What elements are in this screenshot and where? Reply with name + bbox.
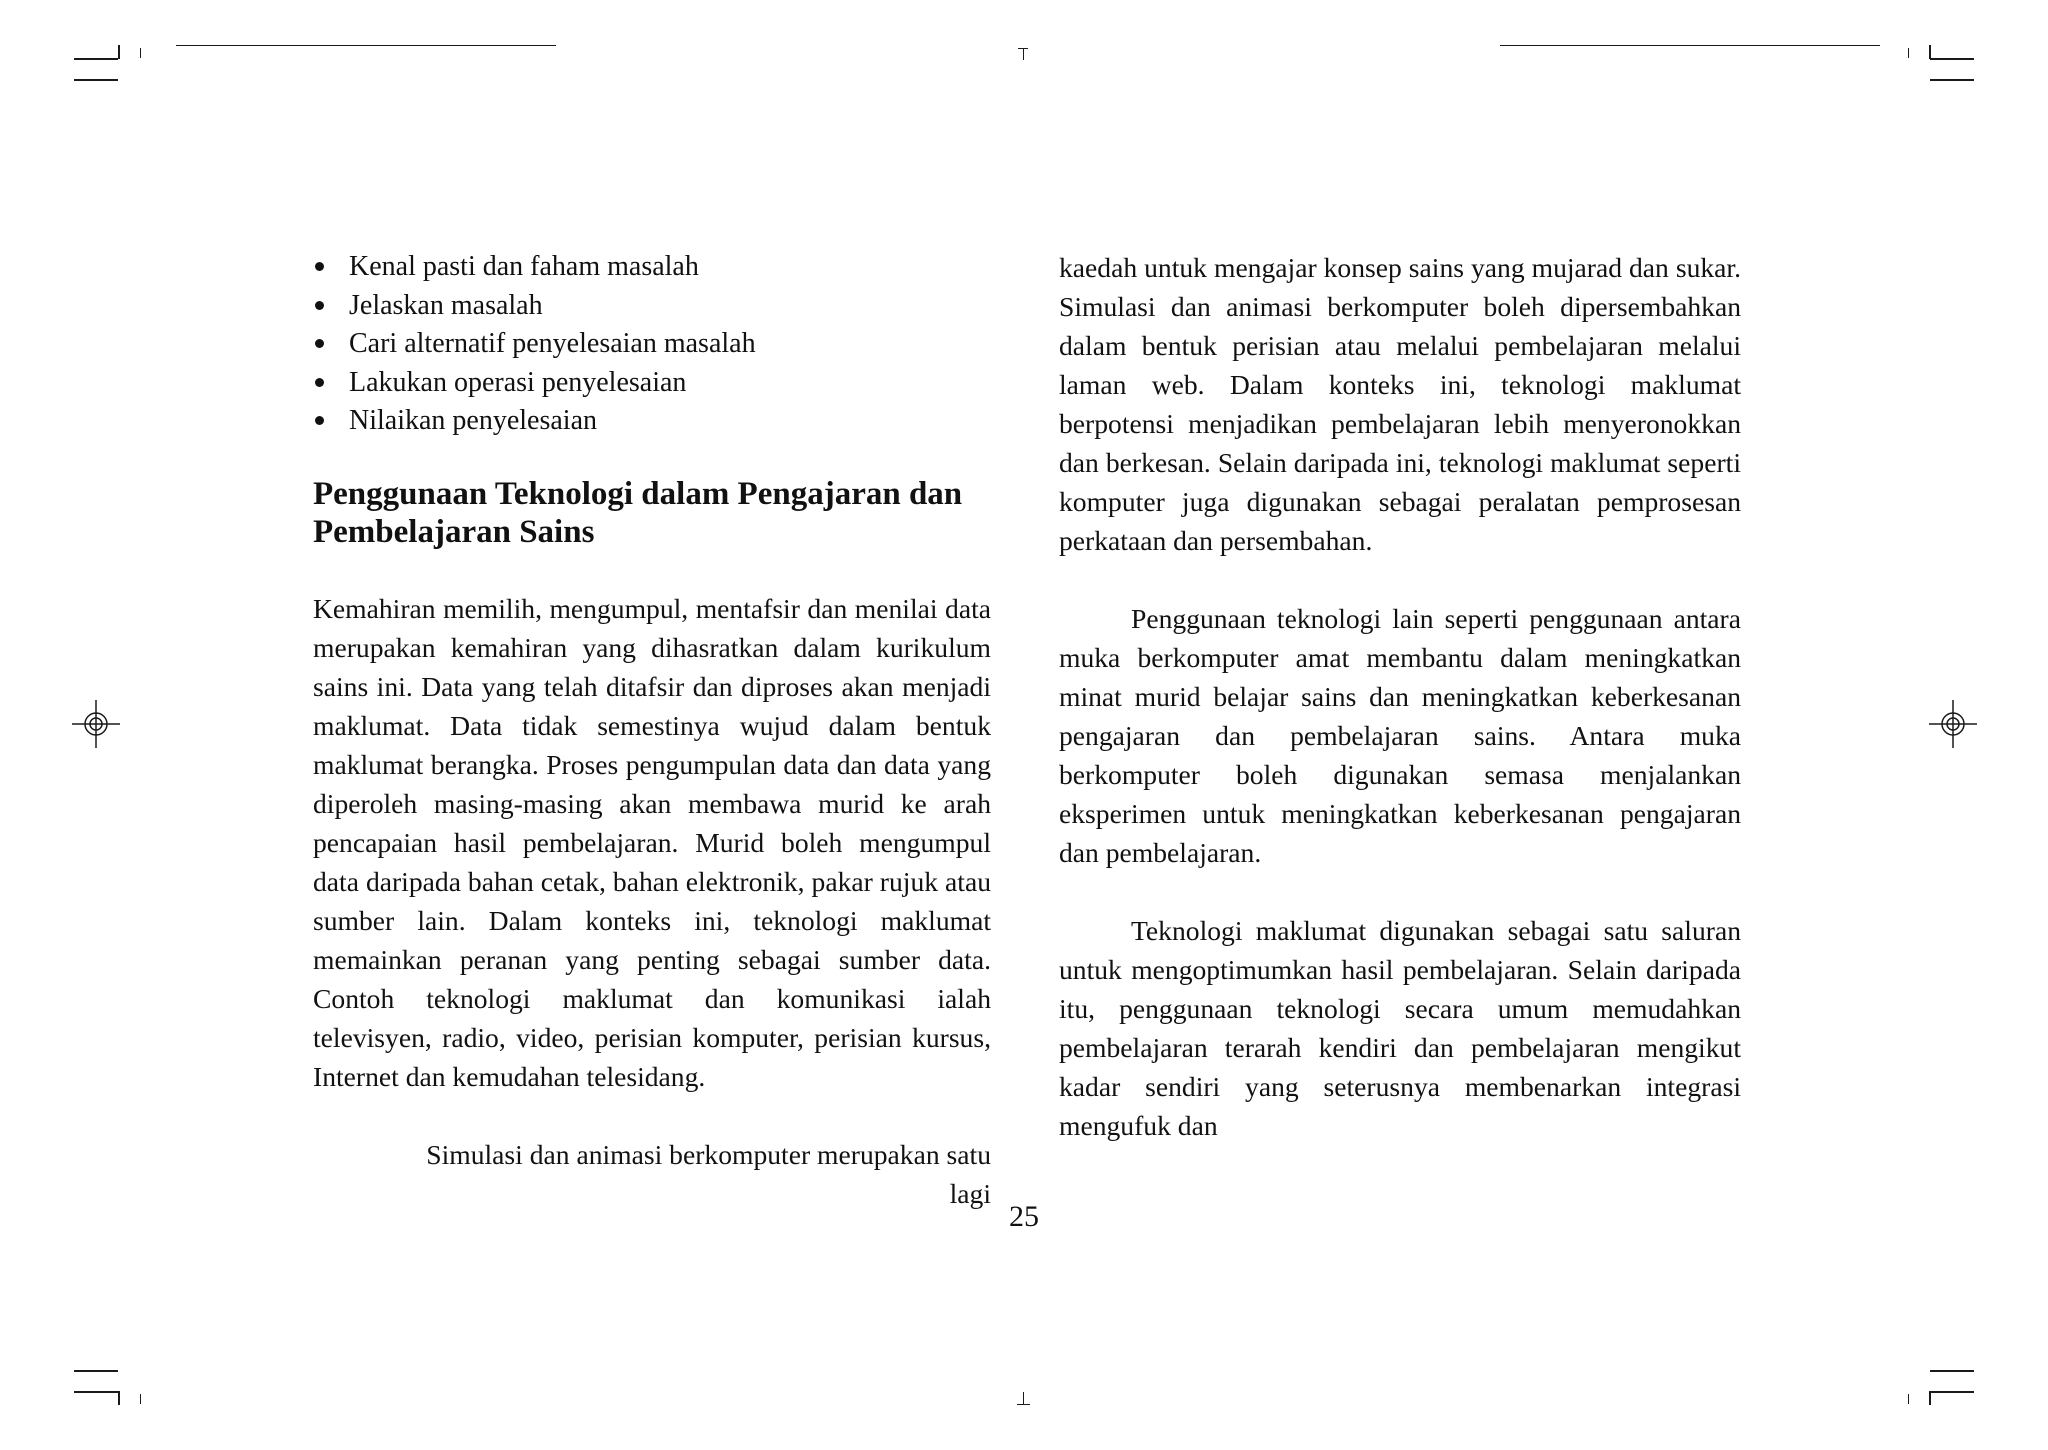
crop-mark [1930, 58, 1974, 60]
bullet-icon [315, 378, 324, 387]
body-paragraph: Teknologi maklumat digunakan sebagai satu saluran untuk mengoptimumkan hasil pembelajaran. Selain daripada itu, penggunaan teknologi secara umum memudahkan pembelajaran terarah kendiri dan pembelajaran mengikut kadar sendiri yang seterusnya membenarkan integrasi mengufuk dan [1059, 915, 1741, 1141]
crop-mark [1908, 1394, 1909, 1404]
list-item-text: Jelaskan masalah [349, 289, 543, 321]
body-paragraph: Penggunaan teknologi lain seperti penggunaan antara muka berkomputer amat membantu dalam meningkatkan minat murid belajar sains dan meningkatkan keberkesanan pengajaran dan pembelajaran sains. Antara muka berkomputer boleh digunakan semasa menjalankan eksperimen untuk meningkatkan keberkesanan pengajaran dan pembelajaran. [1059, 603, 1741, 868]
list-item [313, 402, 991, 441]
list-item [313, 287, 991, 326]
crop-mark [74, 1370, 118, 1372]
bullet-icon [315, 262, 324, 271]
crop-mark [140, 1394, 141, 1404]
crop-mark [140, 48, 141, 58]
crop-mark [1929, 1391, 1931, 1405]
crop-mark [118, 45, 120, 59]
crop-mark [1930, 79, 1974, 81]
list-item-text: Nilaikan penyelesaian [349, 405, 598, 436]
crop-mark [1023, 48, 1024, 60]
crop-mark [74, 79, 118, 81]
bullet-list [313, 248, 991, 441]
body-paragraph: Simulasi dan animasi berkomputer merupakan satu lagi [426, 1138, 991, 1209]
crop-mark [118, 1391, 120, 1405]
crop-mark [1930, 1370, 1974, 1372]
bullet-icon [315, 416, 324, 425]
registration-mark-icon [1929, 700, 1977, 748]
body-paragraph: Kemahiran memilih, mengumpul, mentafsir dan menilai data merupakan kemahiran yang dihasratkan dalam kurikulum sains ini. Data yang telah ditafsir dan diproses akan menjadi maklumat. Data tidak semestinya wujud dalam bentuk maklumat berangka. Proses pengumpulan data dan data yang diperoleh masing-masing akan membawa murid ke arah pencapaian hasil pembelajaran. Murid boleh mengumpul data daripada bahan cetak, bahan elektronik, pakar rujuk atau sumber lain. Dalam konteks ini, teknologi maklumat memainkan peranan yang penting sebagai sumber data. Contoh teknologi maklumat dan komunikasi ialah televisyen, radio, video, perisian komputer, perisian kursus, Internet dan kemudahan telesidang. [313, 592, 991, 1092]
bullet-icon [315, 339, 324, 348]
section-heading: Penggunaan Teknologi dalam Pengajaran dan Pembelajaran Sains [313, 475, 963, 550]
crop-mark [74, 1391, 118, 1393]
crop-mark [1930, 1391, 1974, 1393]
crop-mark [1908, 48, 1909, 58]
page-number: 25 [1009, 1200, 1039, 1233]
registration-mark-icon [72, 700, 120, 748]
bullet-icon [315, 301, 324, 310]
crop-mark [1023, 1392, 1024, 1404]
crop-mark [1929, 45, 1931, 59]
crop-mark [1017, 1404, 1030, 1405]
body-paragraph: kaedah untuk mengajar konsep sains yang mujarad dan sukar. Simulasi dan animasi berkomputer boleh dipersembahkan dalam bentuk perisian atau melalui pembelajaran melalui laman web. Dalam konteks ini, teknologi maklumat berpotensi menjadikan pembelajaran lebih menyeronokkan dan berkesan. Selain daripada ini, teknologi maklumat seperti komputer juga digunakan sebagai peralatan pemprosesan perkataan dan persembahan. [1059, 252, 1741, 556]
crop-mark [74, 58, 118, 60]
list-item [313, 248, 991, 287]
list-item-text: Cari alternatif penyelesaian masalah [349, 328, 756, 359]
right-column [1059, 248, 1741, 1145]
trim-line [1500, 45, 1880, 46]
list-item-text: Kenal pasti dan faham masalah [349, 251, 699, 282]
list-item [313, 325, 991, 364]
list-item [313, 364, 991, 403]
left-column [313, 248, 991, 1213]
trim-line [176, 45, 556, 46]
list-item-text: Lakukan operasi penyelesaian [349, 366, 687, 398]
